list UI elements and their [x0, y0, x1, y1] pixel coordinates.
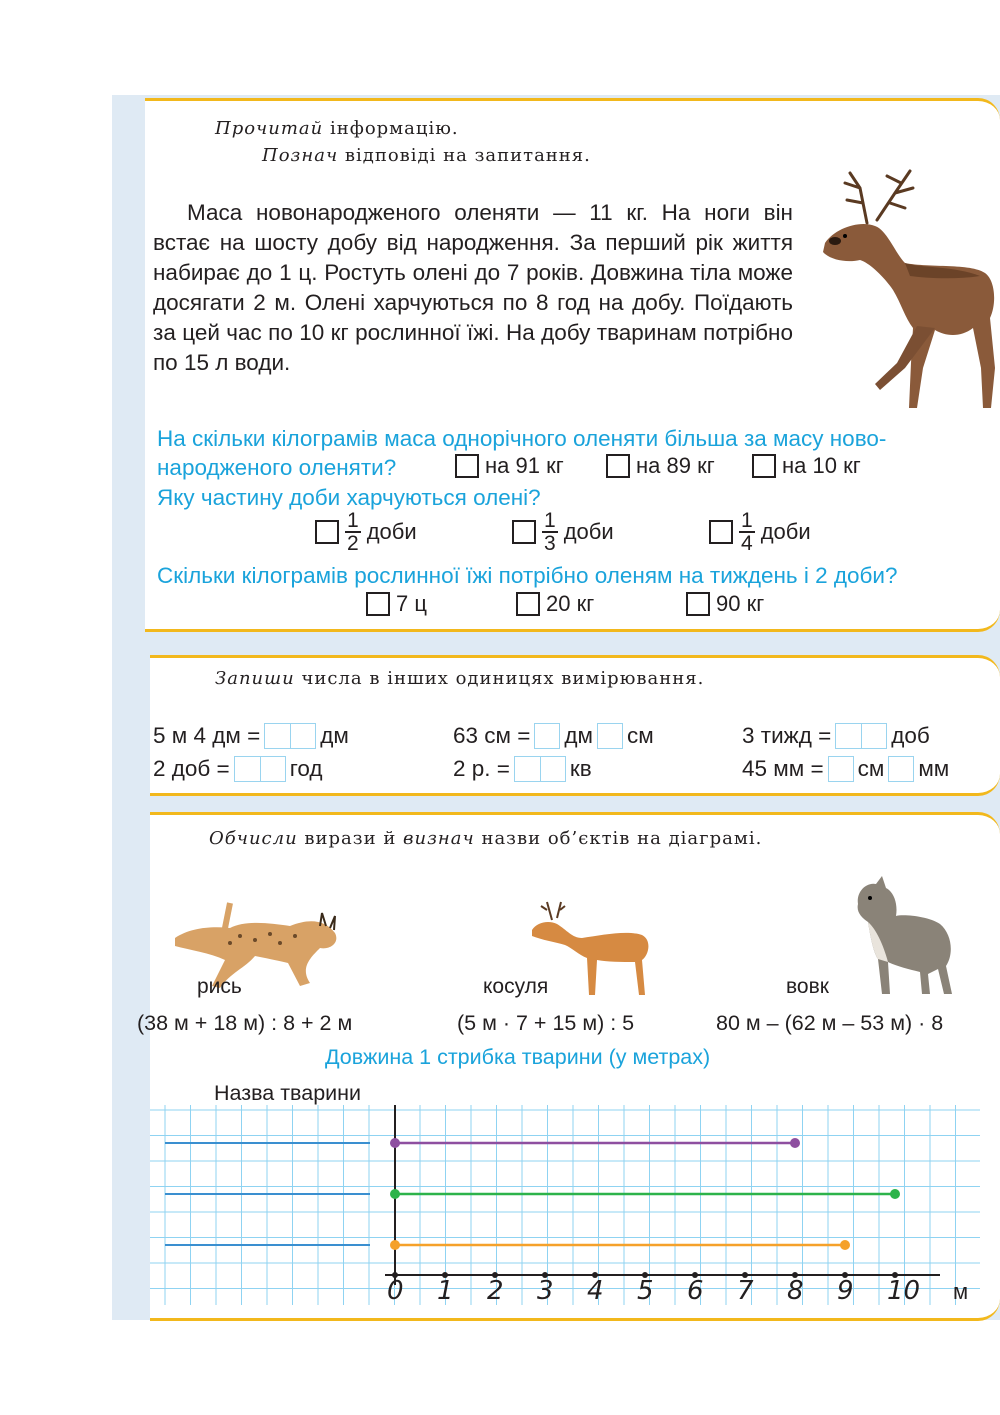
- checkbox[interactable]: [512, 520, 536, 544]
- info-paragraph: [153, 198, 793, 378]
- q1-option-1[interactable]: [455, 453, 564, 479]
- question-2: Яку частину доби харчуються олені?: [157, 485, 541, 510]
- fraction: [345, 510, 361, 554]
- option-label: на 10 кг: [782, 453, 861, 478]
- answer-box[interactable]: [234, 756, 286, 782]
- checkbox[interactable]: [455, 454, 479, 478]
- units-exercise-6: [742, 756, 949, 782]
- fraction-denominator: 2: [347, 532, 359, 555]
- instruction-verb: визнач: [403, 828, 475, 849]
- checkbox[interactable]: [516, 592, 540, 616]
- x-axis-unit-label: м: [953, 1279, 969, 1304]
- x-tick-label: 2: [487, 1276, 504, 1305]
- bar-start-point: [390, 1138, 400, 1148]
- option-label: 20 кг: [546, 591, 595, 616]
- x-tick-label: 8: [787, 1276, 804, 1305]
- x-tick-label: 5: [637, 1276, 654, 1305]
- jump-length-chart: [150, 1105, 980, 1305]
- instruction-verb: Обчисли: [209, 828, 298, 849]
- exercise-text: 2 р. =: [453, 756, 510, 781]
- answer-box[interactable]: [514, 756, 566, 782]
- exercise-text: 45 мм =: [742, 756, 824, 781]
- bar-end-point: [890, 1189, 900, 1199]
- instruction-line-1: [215, 118, 459, 139]
- x-tick-label: 7: [737, 1276, 754, 1305]
- unit-label: дм: [320, 723, 349, 748]
- checkbox[interactable]: [686, 592, 710, 616]
- checkbox[interactable]: [709, 520, 733, 544]
- units-exercise-5: [453, 756, 592, 782]
- instruction-text: назви об’єктів на діаграмі.: [474, 828, 763, 849]
- x-tick-label: 3: [537, 1276, 554, 1305]
- bar-end-point: [840, 1240, 850, 1250]
- instruction-verb: Познач: [262, 145, 339, 166]
- checkbox[interactable]: [315, 520, 339, 544]
- instruction-units: [215, 668, 704, 689]
- fraction-numerator: 1: [347, 509, 359, 532]
- unit-label: год: [289, 756, 323, 781]
- units-exercise-1: [153, 723, 349, 749]
- answer-box[interactable]: [534, 723, 560, 749]
- question-3: Скільки кілограмів рослинної їжі потрібно оленям на тиждень і 2 доби?: [157, 563, 898, 588]
- checkbox[interactable]: [606, 454, 630, 478]
- x-tick-label: 6: [687, 1276, 704, 1305]
- option-label: на 89 кг: [636, 453, 715, 478]
- q3-option-2[interactable]: [516, 591, 594, 617]
- instruction-line-2: [262, 145, 591, 166]
- unit-label: см: [627, 723, 654, 748]
- answer-box[interactable]: [597, 723, 623, 749]
- animal-name-lynx: рись: [197, 975, 242, 998]
- expression-wolf: 80 м – (62 м – 53 м) · 8: [716, 1011, 944, 1035]
- expression-lynx: (38 м + 18 м) : 8 + 2 м: [137, 1011, 353, 1035]
- option-label: доби: [563, 519, 614, 544]
- x-tick-label: 1: [437, 1276, 454, 1305]
- instruction-verb: Запиши: [215, 668, 295, 689]
- instruction-text: інформацію.: [323, 118, 459, 139]
- instruction-diagram: [209, 828, 762, 849]
- fraction-denominator: 4: [741, 532, 753, 555]
- fraction-numerator: 1: [741, 509, 753, 532]
- option-label: доби: [760, 519, 811, 544]
- expression-roe-deer: (5 м · 7 + 15 м) : 5: [457, 1011, 635, 1035]
- units-exercise-4: [153, 756, 323, 782]
- option-label: на 91 кг: [485, 453, 564, 478]
- option-label: доби: [366, 519, 417, 544]
- answer-box[interactable]: [828, 756, 854, 782]
- bar-end-point: [790, 1138, 800, 1148]
- option-label: 90 кг: [716, 591, 765, 616]
- fraction-denominator: 3: [544, 532, 556, 555]
- exercise-text: 5 м 4 дм =: [153, 723, 261, 748]
- unit-label: доб: [891, 723, 930, 748]
- answer-box[interactable]: [264, 723, 316, 749]
- unit-label: дм: [564, 723, 593, 748]
- q2-option-1[interactable]: [315, 510, 417, 554]
- instruction-text: відповіді на запитання.: [338, 145, 591, 166]
- q3-option-1[interactable]: [366, 591, 427, 617]
- q2-option-2[interactable]: [512, 510, 614, 554]
- q1-option-2[interactable]: [606, 453, 715, 479]
- fraction-numerator: 1: [544, 509, 556, 532]
- q2-option-3[interactable]: [709, 510, 811, 554]
- deer-icon: [805, 168, 1000, 413]
- unit-label: кв: [569, 756, 592, 781]
- checkbox[interactable]: [752, 454, 776, 478]
- unit-label: мм: [918, 756, 950, 781]
- instruction-text: вирази й: [297, 828, 404, 849]
- option-label: 7 ц: [396, 591, 427, 616]
- unit-label: см: [857, 756, 885, 781]
- x-tick-label: 10: [887, 1276, 921, 1305]
- chart-title: Довжина 1 стрибка тварини (у метрах): [325, 1045, 711, 1069]
- exercise-text: 2 доб =: [153, 756, 230, 781]
- question-1-line-1: На скільки кілограмів маса однорічного оленяти більша за масу ново-: [157, 426, 887, 451]
- answer-box[interactable]: [888, 756, 914, 782]
- q3-option-3[interactable]: [686, 591, 764, 617]
- fraction: [542, 510, 558, 554]
- answer-box[interactable]: [835, 723, 887, 749]
- units-exercise-2: [453, 723, 654, 749]
- x-tick-label: 4: [587, 1276, 604, 1305]
- units-exercise-3: [742, 723, 930, 749]
- chart-y-axis-title: Назва тварини: [214, 1081, 362, 1105]
- wolf-icon: [848, 874, 958, 999]
- animal-name-wolf: вовк: [786, 975, 829, 998]
- q1-option-3[interactable]: [752, 453, 861, 479]
- x-tick-label: 9: [837, 1276, 854, 1305]
- animal-name-roe-deer: косуля: [483, 975, 549, 998]
- question-1-line-2: народженого оленяти?: [157, 455, 397, 480]
- exercise-text: 63 см =: [453, 723, 531, 748]
- instruction-text: числа в інших одиницях вимірювання.: [294, 668, 705, 689]
- fraction: [739, 510, 755, 554]
- bar-start-point: [390, 1189, 400, 1199]
- instruction-verb: Прочитай: [215, 118, 324, 139]
- exercise-text: 3 тижд =: [742, 723, 832, 748]
- x-tick-label: 0: [387, 1276, 404, 1305]
- checkbox[interactable]: [366, 592, 390, 616]
- bar-start-point: [390, 1240, 400, 1250]
- info-paragraph-text: Маса новонародженого оленяти — 11 кг. На ноги він встає на шосту добу від народження. За перший рік життя набирає до 1 ц. Ростуть олені до 7 років. Довжина тіла може досягати 2 м. Олені харчуються по 8 год на добу. Поїдають за цей час по 10 кг рослинної їжі. На добу тваринам потрібно по 15 л води.: [153, 200, 793, 375]
